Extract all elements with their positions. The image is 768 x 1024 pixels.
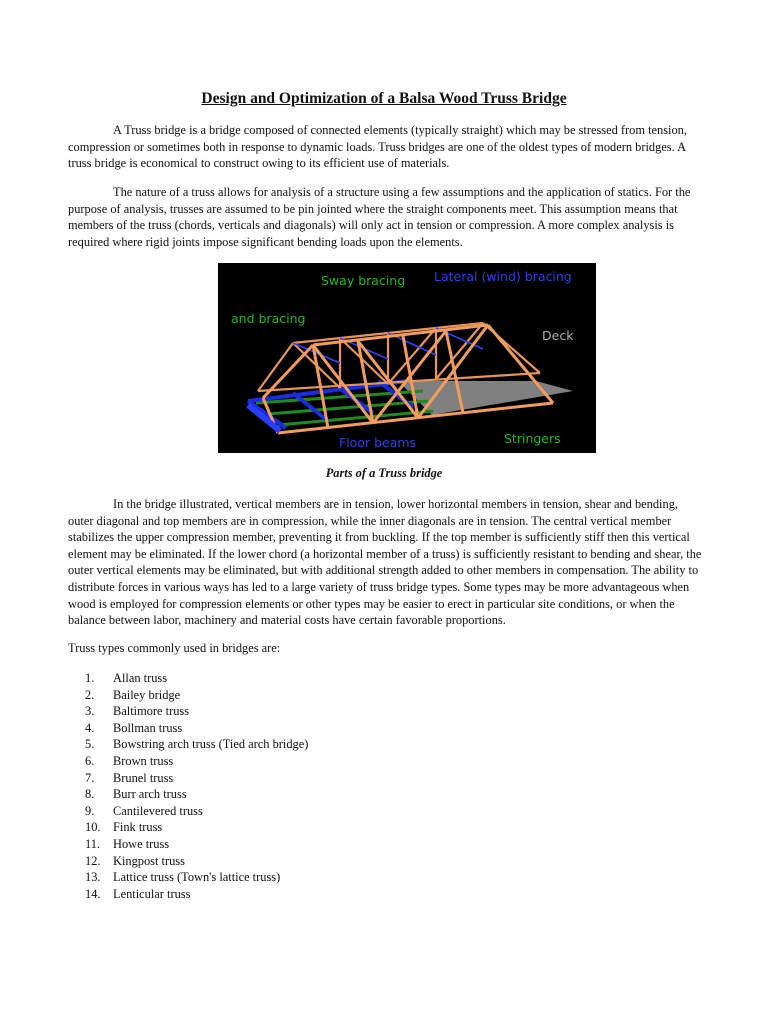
list-item-text: Kingpost truss bbox=[113, 853, 185, 868]
list-item-text: Lenticular truss bbox=[113, 886, 191, 901]
truss-bridge-illustration bbox=[218, 263, 596, 453]
list-item-number: 9. bbox=[85, 803, 95, 818]
list-item-number: 2. bbox=[85, 687, 95, 702]
document-title: Design and Optimization of a Balsa Wood Truss Bridge bbox=[201, 90, 567, 107]
list-item-text: Bowstring arch truss (Tied arch bridge) bbox=[113, 737, 309, 752]
label-stringers: Stringers bbox=[504, 431, 561, 446]
list-item bbox=[85, 687, 308, 704]
list-item-number: 10. bbox=[85, 820, 101, 835]
list-item-number: 7. bbox=[85, 770, 95, 785]
label-lateral-bracing: Lateral (wind) bracing bbox=[434, 269, 572, 284]
list-item bbox=[85, 786, 308, 803]
list-item-text: Cantilevered truss bbox=[113, 803, 203, 818]
list-item bbox=[85, 753, 308, 770]
truss-bridge-figure bbox=[218, 263, 596, 453]
list-item-number: 1. bbox=[85, 671, 95, 685]
list-item-number: 8. bbox=[85, 787, 95, 802]
list-intro: Truss types commonly used in bridges are: bbox=[68, 641, 281, 655]
intro-paragraph: A Truss bridge is a bridge composed of connected elements (typically straight) which may be stressed from tension, compression or sometimes both in response to dynamic loads. Truss bridges are one of the oldest types of modern bridges. A truss bridge is economical to construct owing to its efficient use of materials. bbox=[68, 123, 687, 171]
list-item-text: Howe truss bbox=[113, 836, 170, 851]
list-item-text: Baltimore truss bbox=[113, 704, 190, 719]
list-item bbox=[85, 886, 308, 903]
label-sway-bracing: Sway bracing bbox=[321, 273, 406, 288]
figure-caption: Parts of a Truss bridge bbox=[325, 466, 443, 480]
list-item-number: 13. bbox=[85, 870, 101, 885]
list-item-text: Fink truss bbox=[113, 820, 163, 835]
list-item-number: 11. bbox=[85, 836, 101, 851]
truss-types-list bbox=[85, 670, 308, 902]
list-item bbox=[85, 869, 308, 886]
label-and-bracing: and bracing bbox=[231, 311, 306, 326]
list-item-text: Allan truss bbox=[113, 671, 168, 685]
label-deck: Deck bbox=[542, 328, 574, 343]
list-item-number: 3. bbox=[85, 704, 95, 719]
list-item-text: Lattice truss (Town's lattice truss) bbox=[113, 870, 281, 885]
list-item-number: 5. bbox=[85, 737, 95, 752]
list-item bbox=[85, 770, 308, 787]
list-item-text: Bollman truss bbox=[113, 720, 183, 735]
list-item-text: Brunel truss bbox=[113, 770, 174, 785]
list-item-number: 6. bbox=[85, 753, 95, 768]
list-item bbox=[85, 819, 308, 836]
label-floor-beams: Floor beams bbox=[339, 435, 417, 450]
list-item-number: 4. bbox=[85, 720, 95, 735]
list-item bbox=[85, 670, 308, 687]
list-item bbox=[85, 736, 308, 753]
analysis-paragraph: The nature of a truss allows for analysis of a structure using a few assumptions and the application of statics. For the purpose of analysis, trusses are assumed to be pin jointed where the straight components meet. This assumption means that members of the truss (chords, verticals and diagonals) will only act in tension or compression. A more complex analysis is required where rigid joints impose significant bending loads upon the elements. bbox=[68, 185, 691, 249]
list-item bbox=[85, 836, 308, 853]
list-item-number: 14. bbox=[85, 886, 101, 901]
list-item-text: Brown truss bbox=[113, 753, 174, 768]
list-item bbox=[85, 720, 308, 737]
list-item bbox=[85, 803, 308, 820]
list-item bbox=[85, 703, 308, 720]
list-item-text: Burr arch truss bbox=[113, 787, 187, 802]
list-item-number: 12. bbox=[85, 853, 101, 868]
list-item-text: Bailey bridge bbox=[113, 687, 181, 702]
forces-paragraph: In the bridge illustrated, vertical members are in tension, lower horizontal members in tension, shear and bending, outer diagonal and top members are in compression, while the inner diagonals are in tension. The central vertical member stabilizes the upper compression member, preventing it from buckling. If the top member is sufficiently stiff then this vertical element may be eliminated. If the lower chord (a horizontal member of a truss) is sufficiently resistant to bending and shear, the outer vertical elements may be eliminated, but with additional strength added to other members in compensation. The ability to distribute forces in various ways has led to a large variety of truss bridge types. Some types may be more advantageous when wood is employed for compression elements or other types may be easier to erect in particular site conditions, or when the balance between labor, machinery and material costs have certain favorable proportions. bbox=[68, 497, 702, 628]
list-item bbox=[85, 853, 308, 870]
